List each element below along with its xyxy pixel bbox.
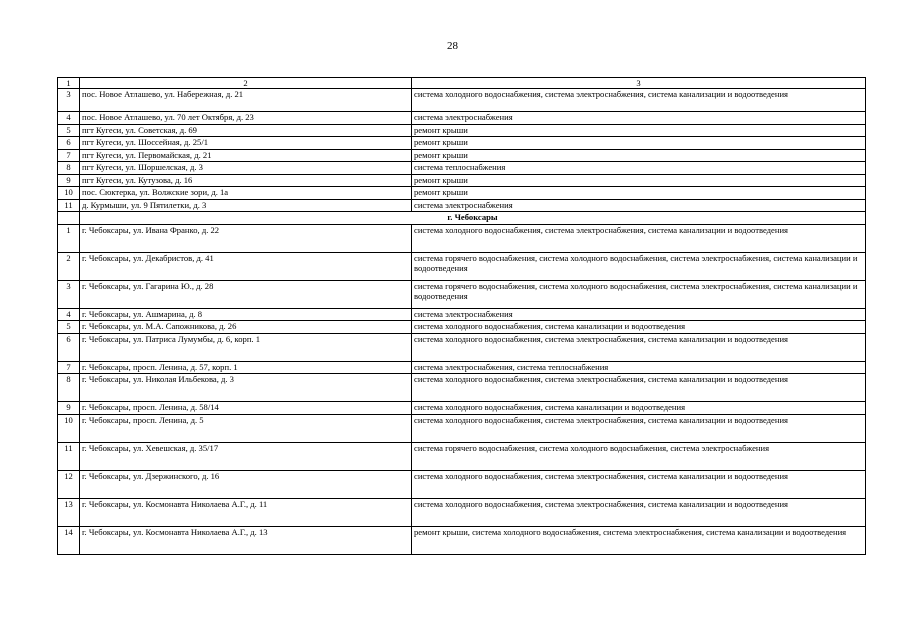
row-address: пгт Кугеси, ул. Шоршелская, д. 3	[80, 162, 412, 175]
table-row	[58, 174, 866, 187]
row-works: система электроснабжения, система теплоснабжения	[412, 361, 866, 374]
row-address: г. Чебоксары, ул. Космонавта Николаева А.Г., д. 13	[80, 526, 412, 554]
row-number: 11	[58, 442, 80, 470]
table-row	[58, 252, 866, 280]
table-header-row	[58, 78, 866, 89]
row-number: 2	[58, 252, 80, 280]
row-works: система холодного водоснабжения, система электроснабжения, система канализации и водоотведения	[412, 414, 866, 442]
table-row	[58, 162, 866, 175]
row-address: г. Чебоксары, ул. Патриса Лумумбы, д. 6, корп. 1	[80, 333, 412, 361]
row-number: 9	[58, 402, 80, 415]
table-row	[58, 498, 866, 526]
table-body	[58, 78, 866, 555]
row-number: 11	[58, 199, 80, 212]
table-row	[58, 187, 866, 200]
row-number: 14	[58, 526, 80, 554]
row-works: ремонт крыши	[412, 149, 866, 162]
row-address: пгт Кугеси, ул. Первомайская, д. 21	[80, 149, 412, 162]
row-number: 13	[58, 498, 80, 526]
row-number: 10	[58, 187, 80, 200]
table-row	[58, 333, 866, 361]
table-row	[58, 199, 866, 212]
row-works: ремонт крыши	[412, 174, 866, 187]
row-number: 7	[58, 361, 80, 374]
row-address: г. Чебоксары, ул. Космонавта Николаева А.Г., д. 11	[80, 498, 412, 526]
row-works: система теплоснабжения	[412, 162, 866, 175]
section-title: г. Чебоксары	[80, 212, 866, 225]
row-number: 5	[58, 124, 80, 137]
row-number: 3	[58, 280, 80, 308]
row-works: ремонт крыши, система холодного водоснабжения, система электроснабжения, система канализации и водоотведения	[412, 526, 866, 554]
table-row	[58, 442, 866, 470]
row-address: г. Чебоксары, ул. Ивана Франко, д. 22	[80, 224, 412, 252]
table-row	[58, 124, 866, 137]
table-row	[58, 526, 866, 554]
table-row	[58, 308, 866, 321]
table-row	[58, 137, 866, 150]
row-works: ремонт крыши	[412, 187, 866, 200]
row-address: г. Чебоксары, просп. Ленина, д. 5	[80, 414, 412, 442]
table-row	[58, 374, 866, 402]
row-address: г. Чебоксары, ул. Декабристов, д. 41	[80, 252, 412, 280]
row-works: система электроснабжения	[412, 308, 866, 321]
table-row	[58, 402, 866, 415]
row-works: система холодного водоснабжения, система электроснабжения, система канализации и водоотведения	[412, 374, 866, 402]
row-number: 10	[58, 414, 80, 442]
table-row	[58, 89, 866, 112]
row-number: 4	[58, 308, 80, 321]
row-works: ремонт крыши	[412, 137, 866, 150]
table-row	[58, 361, 866, 374]
table-row	[58, 414, 866, 442]
section-spacer	[58, 212, 80, 225]
row-works: система горячего водоснабжения, система холодного водоснабжения, система электроснабжения	[412, 442, 866, 470]
section-row	[58, 212, 866, 225]
row-works: система холодного водоснабжения, система электроснабжения, система канализации и водоотведения	[412, 498, 866, 526]
header-col-3: 3	[412, 78, 866, 89]
table-row	[58, 470, 866, 498]
row-address: пгт Кугеси, ул. Шоссейная, д. 25/1	[80, 137, 412, 150]
repair-table	[57, 77, 866, 555]
row-number: 1	[58, 224, 80, 252]
row-works: система холодного водоснабжения, система канализации и водоотведения	[412, 321, 866, 334]
row-works: система электроснабжения	[412, 112, 866, 125]
row-address: пгт Кугеси, ул. Советская, д. 69	[80, 124, 412, 137]
table-row	[58, 321, 866, 334]
row-number: 8	[58, 374, 80, 402]
row-number: 8	[58, 162, 80, 175]
header-col-2: 2	[80, 78, 412, 89]
row-number: 9	[58, 174, 80, 187]
row-address: пос. Сюктерка, ул. Волжские зори, д. 1а	[80, 187, 412, 200]
row-works: система горячего водоснабжения, система холодного водоснабжения, система электроснабжения, система канализации и водоотведения	[412, 280, 866, 308]
row-works: система горячего водоснабжения, система холодного водоснабжения, система электроснабжения, система канализации и водоотведения	[412, 252, 866, 280]
row-number: 12	[58, 470, 80, 498]
row-address: д. Курмыши, ул. 9 Пятилетки, д. 3	[80, 199, 412, 212]
row-works: система холодного водоснабжения, система канализации и водоотведения	[412, 402, 866, 415]
row-address: г. Чебоксары, ул. Хевешская, д. 35/17	[80, 442, 412, 470]
row-address: г. Чебоксары, ул. Дзержинского, д. 16	[80, 470, 412, 498]
table-row	[58, 280, 866, 308]
row-number: 5	[58, 321, 80, 334]
row-address: г. Чебоксары, ул. Гагарина Ю., д. 28	[80, 280, 412, 308]
page-number: 28	[447, 40, 458, 52]
row-works: система холодного водоснабжения, система электроснабжения, система канализации и водоотведения	[412, 470, 866, 498]
row-address: пос. Новое Атлашево, ул. Набережная, д. 21	[80, 89, 412, 112]
header-col-1: 1	[58, 78, 80, 89]
row-number: 3	[58, 89, 80, 112]
row-address: пос. Новое Атлашево, ул. 70 лет Октября, д. 23	[80, 112, 412, 125]
row-address: пгт Кугеси, ул. Кутузова, д. 16	[80, 174, 412, 187]
row-number: 6	[58, 333, 80, 361]
row-number: 7	[58, 149, 80, 162]
row-works: ремонт крыши	[412, 124, 866, 137]
table-row	[58, 224, 866, 252]
table-row	[58, 149, 866, 162]
row-works: система электроснабжения	[412, 199, 866, 212]
row-address: г. Чебоксары, просп. Ленина, д. 57, корп. 1	[80, 361, 412, 374]
row-works: система холодного водоснабжения, система электроснабжения, система канализации и водоотведения	[412, 89, 866, 112]
row-address: г. Чебоксары, просп. Ленина, д. 58/14	[80, 402, 412, 415]
row-works: система холодного водоснабжения, система электроснабжения, система канализации и водоотведения	[412, 224, 866, 252]
row-address: г. Чебоксары, ул. Николая Ильбекова, д. 3	[80, 374, 412, 402]
table-row	[58, 112, 866, 125]
row-address: г. Чебоксары, ул. Ашмарина, д. 8	[80, 308, 412, 321]
row-number: 4	[58, 112, 80, 125]
row-number: 6	[58, 137, 80, 150]
row-address: г. Чебоксары, ул. М.А. Сапожникова, д. 26	[80, 321, 412, 334]
row-works: система холодного водоснабжения, система электроснабжения, система канализации и водоотведения	[412, 333, 866, 361]
